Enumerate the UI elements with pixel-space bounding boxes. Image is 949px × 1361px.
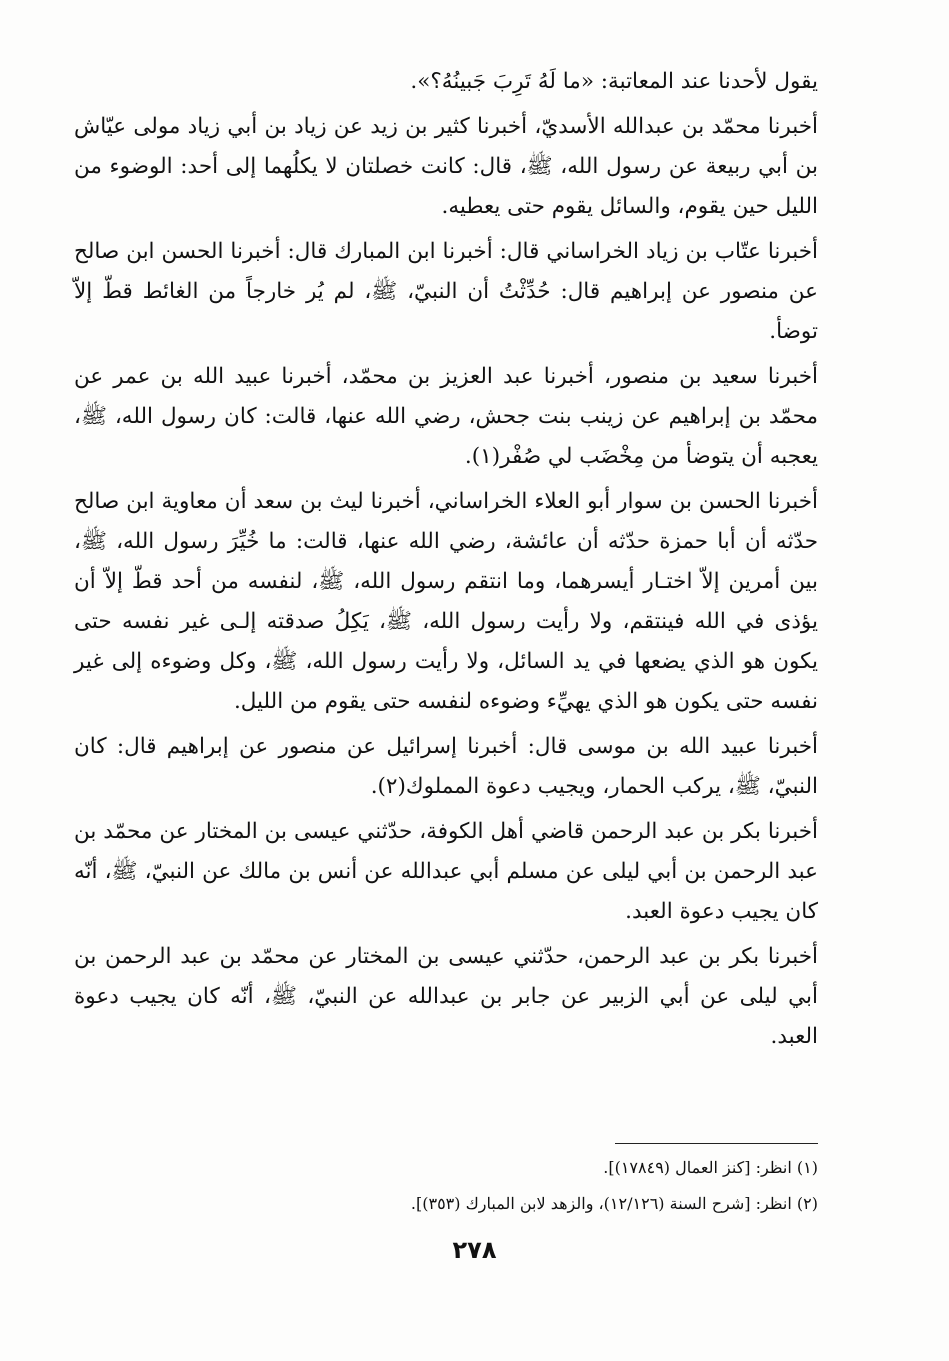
paragraph-1: يقول لأحدنا عند المعاتبة: «ما لَهُ تَرِبَ جَبينُهُ؟». <box>410 69 818 94</box>
footnote-2: (٢) انظر: [شرح السنة (١٢/١٢٦)، والزهد لابن المبارك (٣٥٣)]. <box>410 1194 818 1213</box>
paragraph-8: أخبرنا بكر بن عبد الرحمن، حدّثني عيسى بن المختار عن محمّد بن عبد الرحمن بن أبي ليلى عن أبي الزبير عن جابر بن عبدالله عن النبيّ، ﷺ، أنّه كان يجيب دعوة العبد. <box>74 944 818 1049</box>
paragraph-7: أخبرنا بكر بن عبد الرحمن قاضي أهل الكوفة، حدّثني عيسى بن المختار عن محمّد بن عبد الرحمن بن أبي ليلى عن مسلم أبي عبدالله عن أنس بن مالك عن النبيّ، ﷺ، أنّه كان يجيب دعوة العبد. <box>74 819 818 924</box>
main-text <box>74 62 818 1062</box>
paragraph-6: أخبرنا عبيد الله بن موسى قال: أخبرنا إسرائيل عن منصور عن إبراهيم قال: كان النبيّ، ﷺ، يركب الحمار، ويجيب دعوة المملوك(٢). <box>74 734 818 799</box>
footnotes <box>74 1150 818 1222</box>
paragraph-3: أخبرنا عتّاب بن زياد الخراساني قال: أخبرنا ابن المبارك قال: أخبرنا الحسن ابن صالح عن منصور عن إبراهيم قال: حُدِّثْتُ أن النبيّ، ﷺ، لم يُر خارجاً من الغائط قطّ إلاّ توضأ. <box>74 239 818 344</box>
paragraph-5: أخبرنا الحسن بن سوار أبو العلاء الخراساني، أخبرنا ليث بن سعد أن معاوية ابن صالح حدّثه أن أبا حمزة حدّثه أن عائشة، رضي الله عنها، قالت: ما خُيِّرَ رسول الله، ﷺ، بين أمرين إلاّ اختـار أيسرهما، وما انتقم رسول الله، ﷺ، لنفسه من أحد قطّ إلاّ أن يؤذى في الله فينتقم، ولا رأيت رسول الله، ﷺ، يَكِلُ صدقته إلـى غير نفسه حتى يكون هو الذي يضعها في يد السائل، ولا رأيت رسول الله، ﷺ، وكل وضوءه إلى غير نفسه حتى يكون هو الذي يهيِّء وضوءه لنفسه حتى يقوم من الليل. <box>74 489 818 714</box>
footnote-1: (١) انظر: [كنز العمال (١٧٨٤٩)]. <box>603 1158 818 1177</box>
page-number: ٢٧٨ <box>452 1236 497 1264</box>
paragraph-2: أخبرنا محمّد بن عبدالله الأسديّ، أخبرنا كثير بن زيد عن زياد بن أبي زياد مولى عيّاش بن أبي ربيعة عن رسول الله، ﷺ، قال: كانت خصلتان لا يكلُهما إلى أحد: الوضوء من الليل حين يقوم، والسائل يقوم حتى يعطيه. <box>74 114 818 219</box>
paragraph-4: أخبرنا سعيد بن منصور، أخبرنا عبد العزيز بن محمّد، أخبرنا عبيد الله بن عمر عن محمّد بن إبراهيم عن زينب بنت جحش، رضي الله عنها، قالت: كان رسول الله، ﷺ، يعجبه أن يتوضأ من مِخْضَب لي صُفْر(١). <box>74 364 818 469</box>
footnote-divider <box>615 1143 818 1144</box>
